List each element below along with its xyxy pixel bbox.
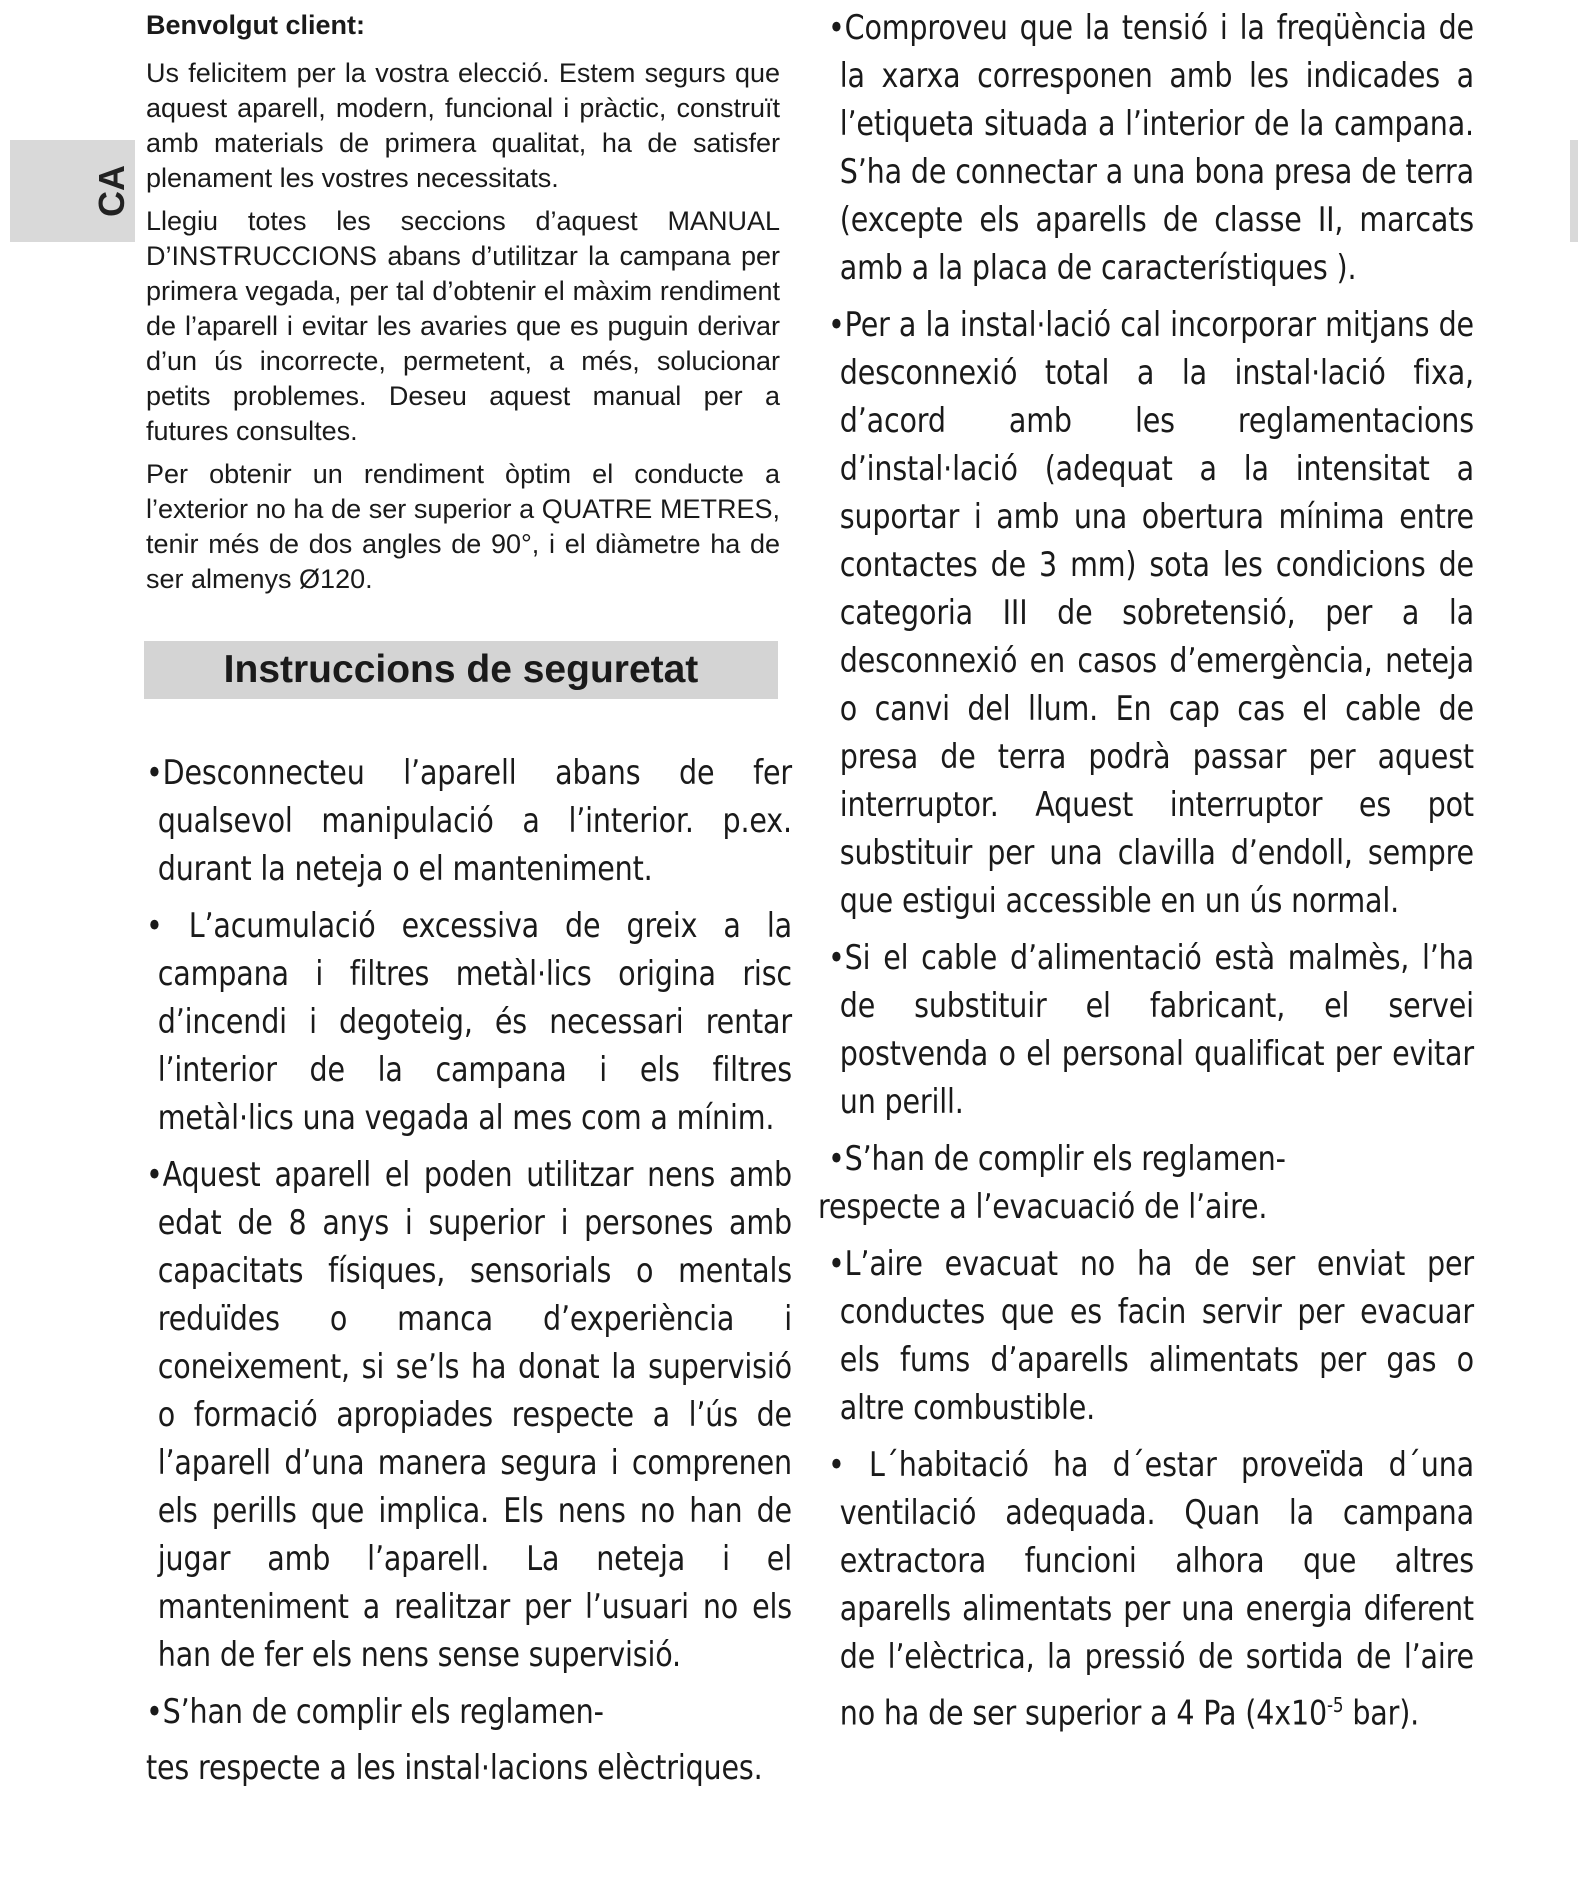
safety-bullet: •Per a la instal·lació cal incorporar mitjans de desconnexió total a la instal·lació fixa, d’acord amb les reglamentacions d’instal·lació (adequat a la intensitat a suportar i amb una obertura mínima entre contactes de 3 mm) sota les condicions de categoria III de sobretensió, per a la desconnexió en casos d’emergència, neteja o canvi del llum. En cap cas el cable de presa de terra podrà passar per aquest interruptor. Aquest interruptor es pot substituir per una clavilla d’endoll, sempre que estigui accessible en un ús normal.	[828, 305, 1474, 921]
safety-bullet-line: •S’han de complir els reglamen-	[146, 1692, 604, 1732]
page-edge-marker	[1570, 140, 1578, 242]
section-heading-box	[144, 641, 778, 699]
safety-bullet: •Desconnecteu l’aparell abans de fer qualsevol manipulació a l’interior. p.ex. durant la neteja o el manteniment.	[146, 753, 792, 889]
last-bullet-text: • L´habitació ha d´estar proveïda d´una ventilació adequada. Quan la campana extractora funcioni alhora que altres aparells alimentats per una energia diferent de l’elèctrica, la pressió de sortida de l’aire no ha de ser superior a 4 Pa (4x10	[828, 1445, 1474, 1734]
section-title: Instruccions de seguretat	[223, 648, 699, 691]
language-label: CA	[91, 165, 132, 217]
exponent: -5	[1326, 1693, 1344, 1717]
intro-paragraph-3: Per obtenir un rendiment òptim el conducte a l’exterior no ha de ser superior a QUATRE METRES, tenir més de dos angles de 90°, i el diàmetre ha de ser almenys Ø120.	[146, 459, 780, 594]
safety-bullet-line: respecte a l’evacuació de l’aire.	[818, 1187, 1268, 1227]
safety-bullet: •Si el cable d’alimentació està malmès, l’ha de substituir el fabricant, el servei postvenda o el personal qualificat per evitar un perill.	[828, 938, 1474, 1122]
safety-bullet: •Comproveu que la tensió i la freqüència de la xarxa corresponen amb les indicades a l’etiqueta situada a l’interior de la campana. S’ha de connectar a una bona presa de terra (excepte els aparells de classe II, marcats amb a la placa de característiques ).	[828, 8, 1474, 288]
greeting-heading: Benvolgut client:	[146, 10, 366, 40]
right-column	[818, 4, 1474, 1746]
left-column	[146, 8, 792, 1792]
safety-bullet-line: •S’han de complir els reglamen-	[828, 1139, 1286, 1179]
safety-bullet-last	[828, 1441, 1474, 1737]
safety-bullet: •L’aire evacuat no ha de ser enviat per conductes que es facin servir per evacuar els fums d’aparells alimentats per gas o altre combustible.	[828, 1244, 1474, 1428]
safety-bullet: • L’acumulació excessiva de greix a la campana i filtres metàl·lics origina risc d’incendi i degoteig, és necessari rentar l’interior de la campana i els filtres metàl·lics una vegada al mes com a mínim.	[146, 906, 792, 1138]
intro-paragraph-2: Llegiu totes les seccions d’aquest MANUAL D’INSTRUCCIONS abans d’utilitzar la campana per primera vegada, per tal d’obtenir el màxim rendiment de l’aparell i evitar les avaries que es puguin derivar d’un ús incorrecte, permetent, a més, solucionar petits problemes. Deseu aquest manual per a futures consultes.	[146, 206, 780, 446]
last-bullet-suffix: bar).	[1343, 1693, 1420, 1734]
safety-bullet-line: tes respecte a les instal·lacions elèctriques.	[146, 1748, 763, 1788]
intro-paragraph-1: Us felicitem per la vostra elecció. Estem segurs que aquest aparell, modern, funcional i pràctic, construït amb materials de primera qualitat, ha de satisfer plenament les vostres necessitats.	[146, 58, 780, 193]
safety-bullet: •Aquest aparell el poden utilitzar nens amb edat de 8 anys i superior i persones amb capacitats físiques, sensorials o mentals reduïdes o manca d’experiència i coneixement, si se’ls ha donat la supervisió o formació apropiades respecte a l’ús de l’aparell d’una manera segura i comprenen els perills que implica. Els nens no han de jugar amb l’aparell. La neteja i el manteniment a realitzar per l’usuari no els han de fer els nens sense supervisió.	[146, 1155, 792, 1675]
